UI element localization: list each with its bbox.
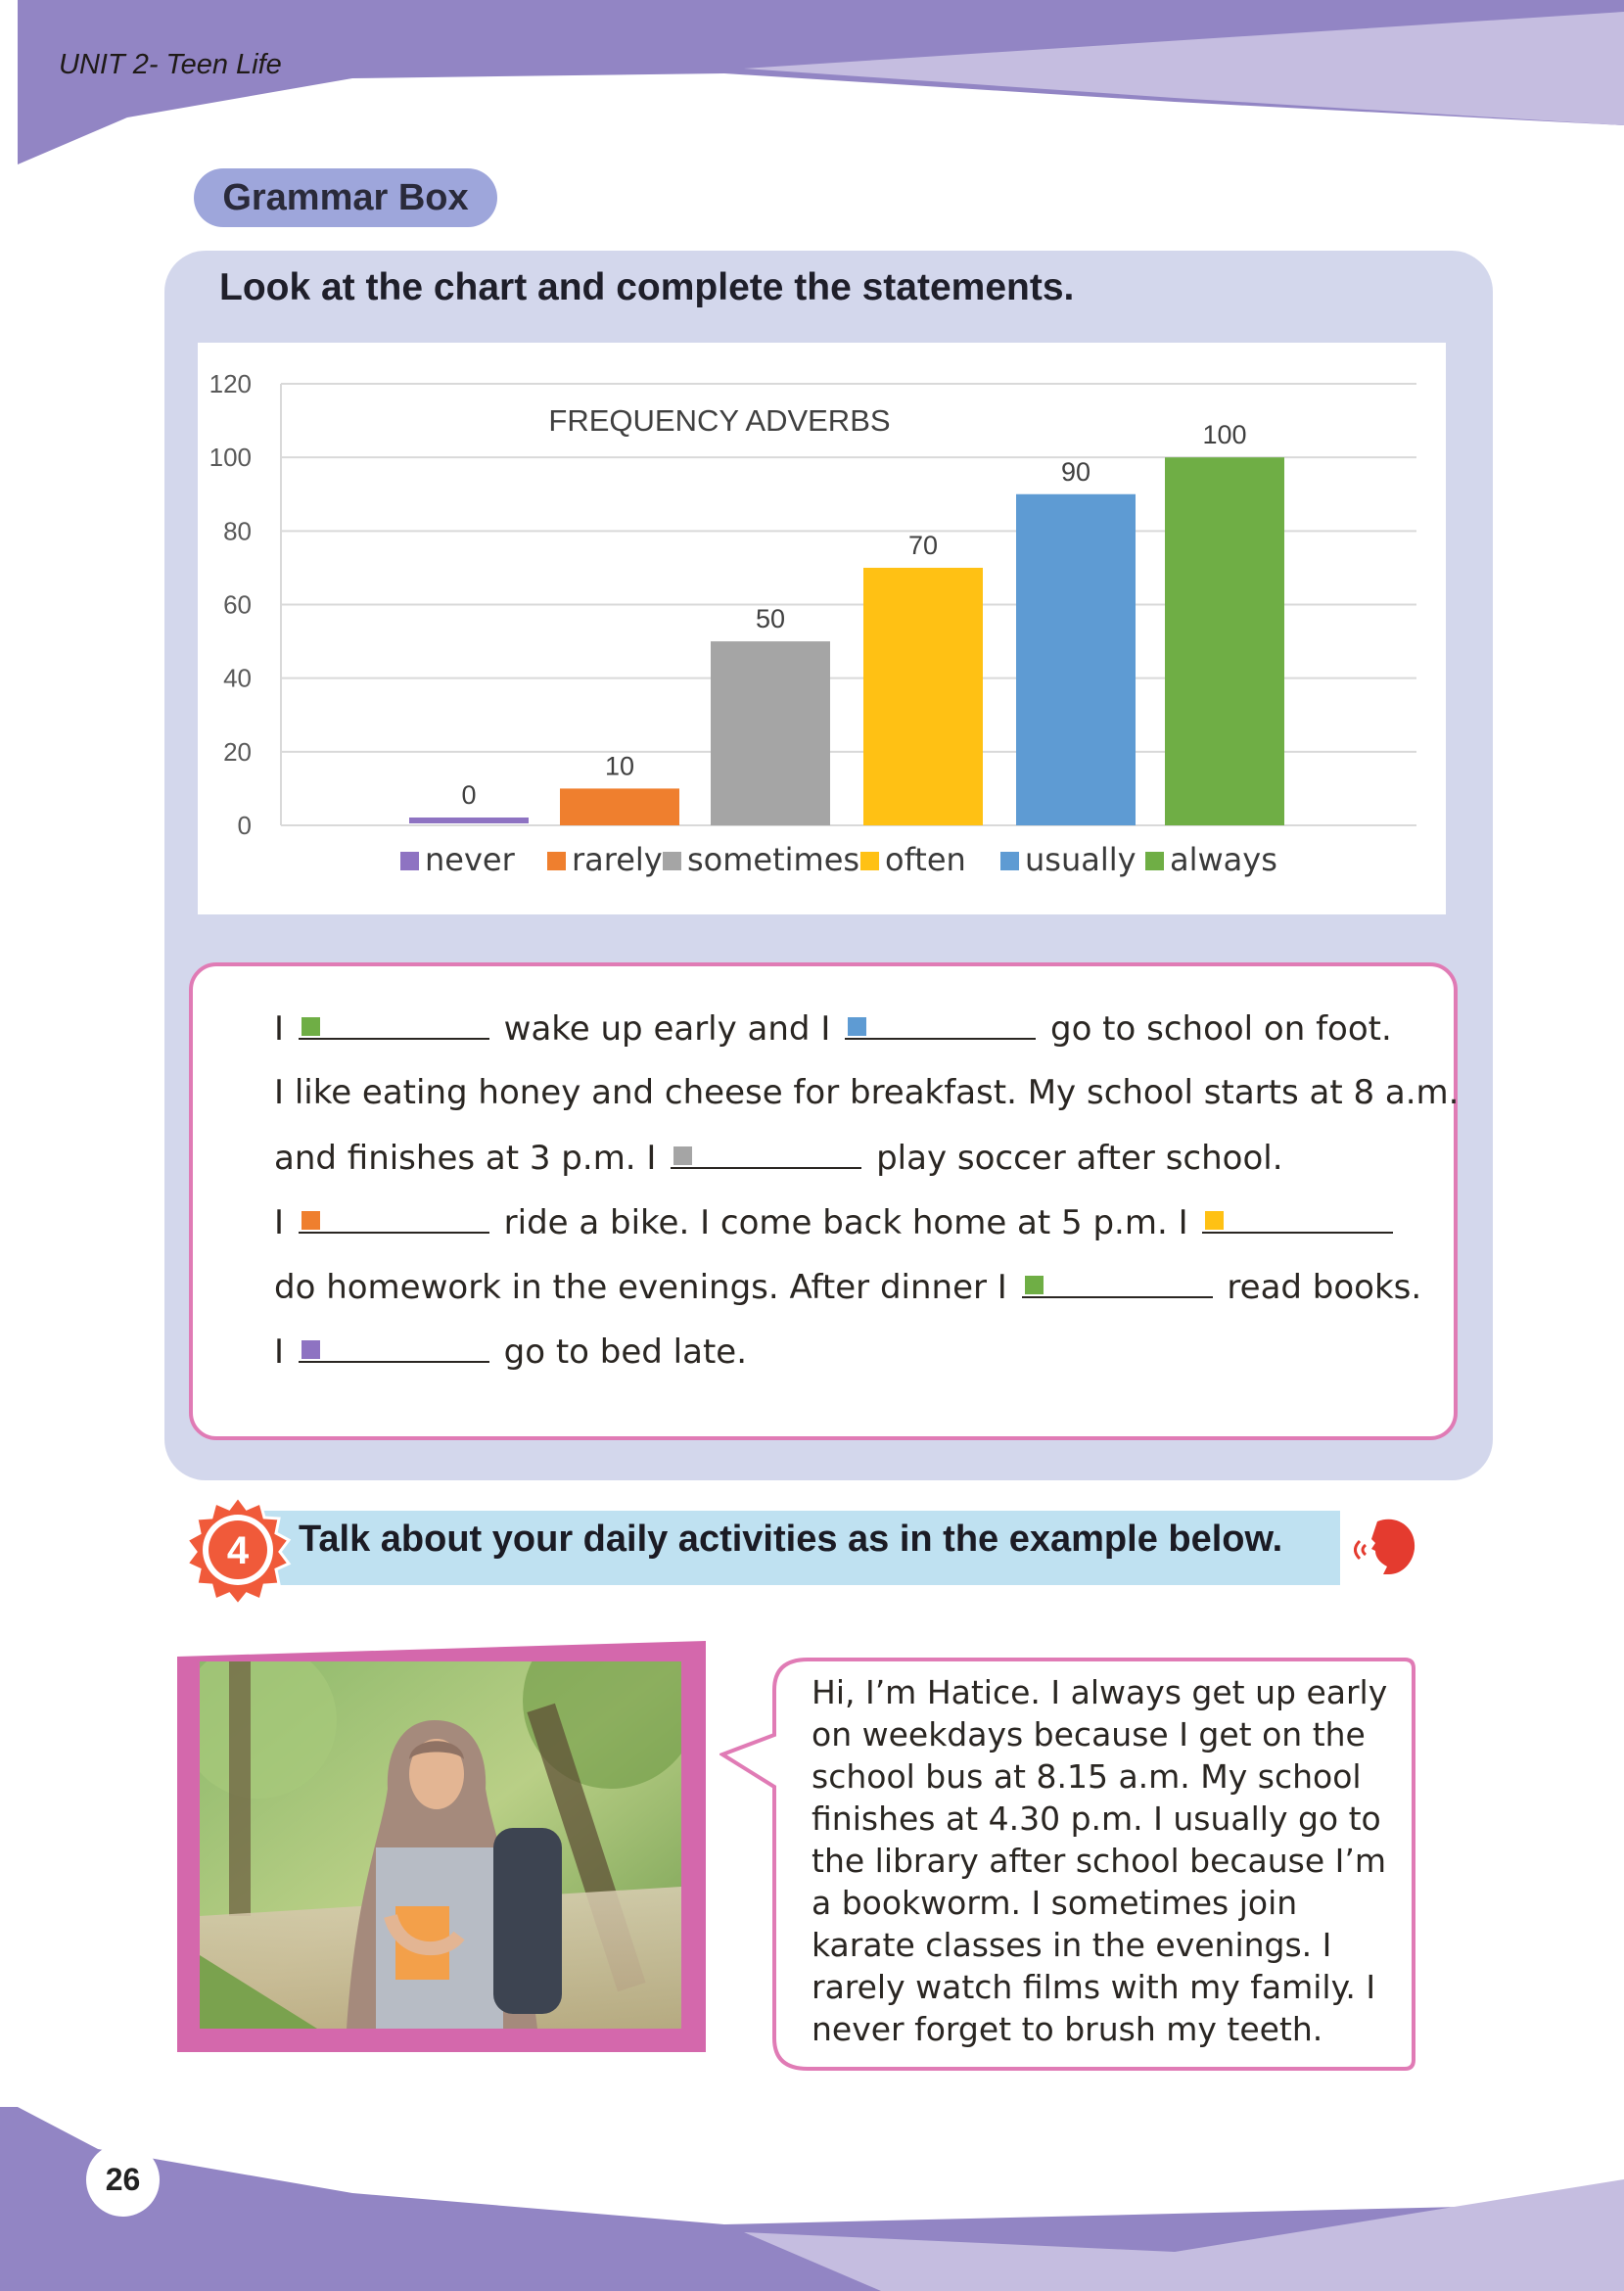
legend-swatch-often [860, 852, 879, 870]
blank-usually[interactable] [845, 1008, 1036, 1040]
text: go to bed late. [503, 1333, 748, 1372]
text: I [274, 1333, 285, 1372]
legend-label-often: often [885, 841, 966, 878]
text: wake up early and I [503, 1009, 831, 1049]
y-tick-label: 40 [223, 663, 252, 693]
y-tick-label: 80 [223, 516, 252, 546]
unit-title: UNIT 2- Teen Life [59, 49, 282, 80]
legend-swatch-always [1145, 852, 1164, 870]
blank-rarely[interactable] [299, 1202, 489, 1234]
y-tick-label: 0 [237, 811, 252, 840]
student-photo-illustration [200, 1661, 681, 2029]
grammar-box-label: Grammar Box [194, 168, 497, 227]
blank-often[interactable] [1202, 1202, 1393, 1234]
frequency-chart [198, 343, 1446, 914]
text: play soccer after school. [876, 1139, 1283, 1178]
data-label-always: 100 [1202, 420, 1247, 450]
legend-swatch-never [400, 852, 419, 870]
exercise-line-3 [274, 1138, 1283, 1178]
data-label-usually: 90 [1060, 456, 1091, 487]
page-number: 26 [86, 2143, 160, 2217]
legend-label-usually: usually [1025, 841, 1137, 878]
text: go to school on foot. [1049, 1009, 1392, 1049]
often-color-icon [1205, 1211, 1224, 1230]
bar-sometimes [711, 641, 830, 825]
legend-label-never: never [425, 841, 515, 878]
speaking-icon [1354, 1514, 1422, 1582]
y-tick-label: 60 [223, 589, 252, 620]
always-color-icon [302, 1017, 320, 1036]
legend-swatch-sometimes [663, 852, 681, 870]
exercise-line-5 [274, 1267, 1421, 1307]
never-color-icon [302, 1340, 320, 1359]
exercise-line-4 [274, 1202, 1397, 1242]
student-photo [200, 1661, 681, 2029]
header-band [0, 0, 1624, 176]
talk-instruction: Talk about your daily activities as in the example below. [299, 1519, 1283, 1560]
chart-svg [198, 343, 1446, 914]
exercise-line-6 [274, 1332, 747, 1372]
legend-swatch-rarely [547, 852, 566, 870]
data-label-rarely: 10 [604, 751, 635, 781]
chart-instruction: Look at the chart and complete the statements. [219, 266, 1075, 308]
sometimes-color-icon [673, 1146, 692, 1165]
text: read books. [1227, 1268, 1422, 1307]
always-color-icon [1025, 1276, 1044, 1294]
bar-never [409, 818, 529, 823]
footer-band [0, 2095, 1624, 2291]
data-label-often: 70 [907, 530, 939, 560]
activity-number-badge [184, 1495, 292, 1603]
bar-usually [1016, 494, 1136, 825]
data-label-never: 0 [461, 780, 477, 810]
y-tick-label: 100 [209, 443, 252, 473]
text: do homework in the evenings. After dinner I [274, 1268, 1007, 1307]
blank-sometimes[interactable] [671, 1138, 861, 1169]
text: and finishes at 3 p.m. I [274, 1139, 657, 1178]
text: I [274, 1009, 285, 1049]
blank-always-2[interactable] [1022, 1267, 1213, 1298]
y-tick-label: 120 [209, 369, 252, 398]
bar-often [863, 568, 983, 825]
exercise-line-2: I like eating honey and cheese for breakfast. My school starts at 8 a.m. [274, 1073, 1460, 1112]
rarely-color-icon [302, 1211, 320, 1230]
legend-label-always: always [1170, 841, 1277, 878]
usually-color-icon [848, 1017, 866, 1036]
exercise-line-1 [274, 1008, 1392, 1049]
y-tick-label: 20 [223, 736, 252, 767]
legend-swatch-usually [1000, 852, 1019, 870]
legend-label-rarely: rarely [572, 841, 663, 878]
blank-never[interactable] [299, 1332, 489, 1363]
bar-always [1165, 457, 1284, 825]
bar-rarely [560, 788, 679, 825]
chart-title: FREQUENCY ADVERBS [548, 403, 891, 438]
data-label-sometimes: 50 [755, 604, 786, 634]
legend-label-sometimes: sometimes [687, 841, 860, 878]
example-paragraph: Hi, I’m Hatice. I always get up early on weekdays because I get on the school bus at 8.15 a.m. My school finishes at 4.30 p.m. I usually go to the library after school because I’m a bookworm. I sometimes join karate classes in the evenings. I rarely watch films with my family. I never forget to brush my teeth. [812, 1673, 1388, 2048]
text: I [274, 1203, 285, 1242]
text: ride a bike. I come back home at 5 p.m. I [503, 1203, 1188, 1242]
badge-number: 4 [226, 1529, 250, 1572]
blank-always[interactable] [299, 1008, 489, 1040]
